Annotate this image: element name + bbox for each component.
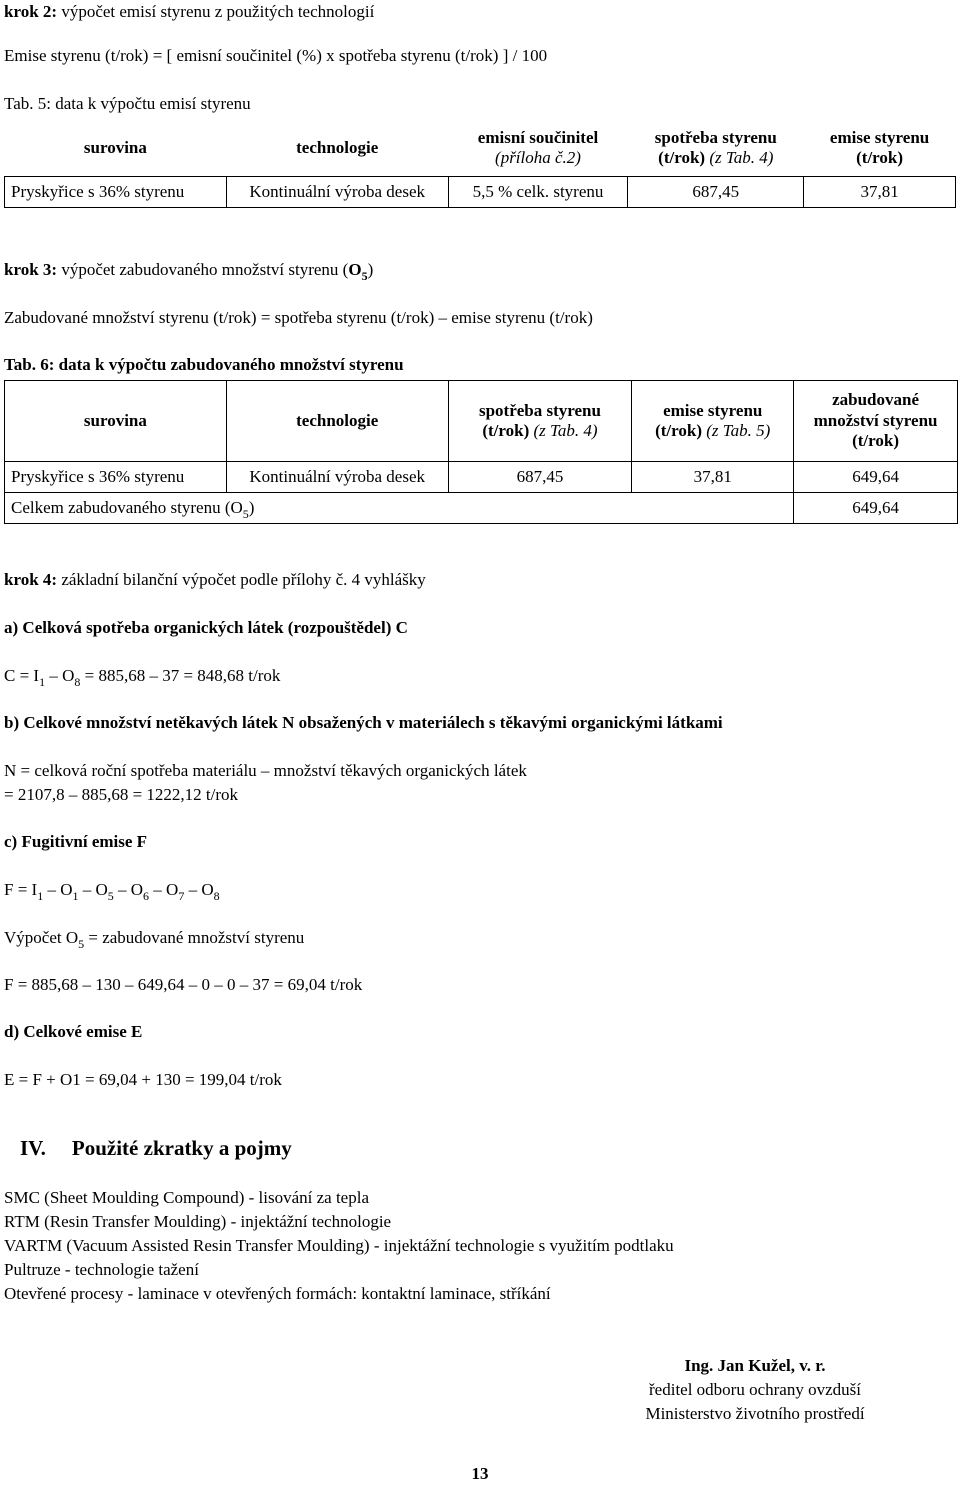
tab5-caption: Tab. 5: data k výpočtu emisí styrenu bbox=[4, 94, 251, 113]
tab6-header-spotreba: spotřeba styrenu (t/rok) (z Tab. 4) bbox=[448, 381, 632, 462]
krok4-c-calc: Výpočet $O_5$ = zabudované množství styrenu bbox=[4, 928, 305, 951]
signature-name: Ing. Jan Kužel, v. r. bbox=[684, 1356, 826, 1375]
list-item: SMC (Sheet Moulding Compound) - lisování za tepla bbox=[4, 1188, 369, 1207]
tab6-header-row bbox=[5, 381, 958, 462]
signature-ministry: Ministerstvo životního prostředí bbox=[645, 1404, 865, 1423]
cell-zabudovane: 649,64 bbox=[794, 462, 958, 493]
total-value: 649,64 bbox=[794, 493, 958, 524]
cell-spotreba: 687,45 bbox=[628, 177, 804, 208]
krok4-d-title: d) Celkové emise E bbox=[4, 1022, 143, 1041]
krok4-d-formula: E = F + O1 = 69,04 + 130 = 199,04 t/rok bbox=[4, 1070, 282, 1089]
krok4-c-title: c) Fugitivní emise F bbox=[4, 832, 148, 851]
page-number: 13 bbox=[471, 1464, 489, 1483]
cell-technologie: Kontinuální výroba desek bbox=[226, 177, 448, 208]
tab6-header-zabudovane: zabudované množství styrenu (t/rok) bbox=[794, 381, 958, 462]
tab6-caption: Tab. 6: data k výpočtu zabudovaného množství styrenu bbox=[4, 355, 404, 374]
tab6-header-technologie: technologie bbox=[226, 381, 448, 462]
total-label: Celkem zabudovaného styrenu $(O_5)$ bbox=[5, 493, 794, 524]
krok4-c-formula: $F = I_1 - O_1 - O_5 - O_6 - O_7 - O_8$ bbox=[4, 880, 220, 903]
table-total-row bbox=[5, 493, 958, 524]
list-item: RTM (Resin Transfer Moulding) - injektážní technologie bbox=[4, 1212, 392, 1231]
krok4-b-title: b) Celkové množství netěkavých látek N obsažených v materiálech s těkavými organickými látkami bbox=[4, 713, 723, 732]
krok3-title: krok 3: výpočet zabudovaného množství styrenu $(O_5)$ bbox=[4, 260, 374, 283]
table-row bbox=[5, 462, 958, 493]
cell-emise: 37,81 bbox=[632, 462, 794, 493]
tab6-table bbox=[4, 380, 958, 524]
krok4-b-line1: N = celková roční spotřeba materiálu – množství těkavých organických látek bbox=[4, 761, 527, 780]
tab5-header-row bbox=[5, 120, 956, 177]
cell-spotreba: 687,45 bbox=[448, 462, 632, 493]
cell-soucinitel: 5,5 % celk. styrenu bbox=[448, 177, 628, 208]
tab5-header-spotreba: spotřeba styrenu (t/rok) (z Tab. 4) bbox=[654, 127, 777, 167]
cell-surovina: Pryskyřice s 36% styrenu bbox=[5, 177, 227, 208]
tab5-header-emise: emise styrenu (t/rok) bbox=[829, 127, 930, 167]
tab5-table bbox=[4, 120, 956, 208]
krok2-formula: Emise styrenu (t/rok) = [ emisní součinitel (%) x spotřeba styrenu (t/rok) ] / 100 bbox=[4, 46, 548, 65]
krok2-title: krok 2: výpočet emisí styrenu z použitých technologií bbox=[4, 2, 375, 21]
tab5-header-soucinitel: emisní součinitel (příloha č.2) bbox=[477, 127, 599, 167]
table-row bbox=[5, 177, 956, 208]
krok4-b-line2: = 2107,8 – 885,68 = 1222,12 t/rok bbox=[4, 785, 239, 804]
tab5-header-surovina: surovina bbox=[83, 137, 147, 157]
krok3-formula: Zabudované množství styrenu (t/rok) = spotřeba styrenu (t/rok) – emise styrenu (t/rok) bbox=[4, 308, 593, 327]
list-item: Otevřené procesy - laminace v otevřených formách: kontaktní laminace, stříkání bbox=[4, 1284, 551, 1303]
krok4-a-formula: $C = I_1 - O_8 = 885,68 - 37 = 848,68$ t/rok bbox=[4, 666, 281, 689]
tab5-header-technologie: technologie bbox=[296, 137, 379, 157]
tab6-header-emise: emise styrenu (t/rok) (z Tab. 5) bbox=[632, 381, 794, 462]
cell-surovina: Pryskyřice s 36% styrenu bbox=[5, 462, 227, 493]
cell-technologie: Kontinuální výroba desek bbox=[226, 462, 448, 493]
tab6-header-surovina: surovina bbox=[5, 381, 227, 462]
krok4-title: krok 4: základní bilanční výpočet podle přílohy č. 4 vyhlášky bbox=[4, 570, 426, 589]
list-item: VARTM (Vacuum Assisted Resin Transfer Moulding) - injektážní technologie s využitím podtlaku bbox=[4, 1236, 674, 1255]
krok4-a-title: a) Celková spotřeba organických látek (rozpouštědel) C bbox=[4, 618, 408, 637]
list-item: Pultruze - technologie tažení bbox=[4, 1260, 199, 1279]
signature-role: ředitel odboru ochrany ovzduší bbox=[649, 1380, 861, 1399]
cell-emise: 37,81 bbox=[804, 177, 956, 208]
section-heading: IV. Použité zkratky a pojmy bbox=[20, 1136, 292, 1160]
krok4-c-result: F = 885,68 – 130 – 649,64 – 0 – 0 – 37 = 69,04 t/rok bbox=[4, 975, 363, 994]
